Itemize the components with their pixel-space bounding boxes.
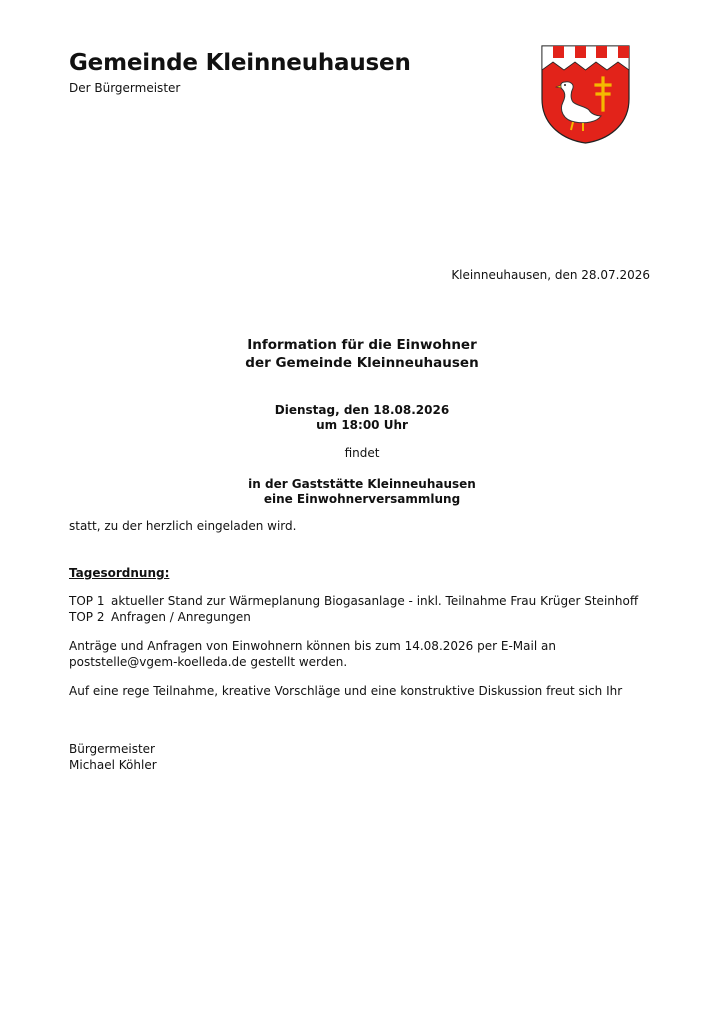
event-type: eine Einwohnerversammlung bbox=[263, 492, 461, 506]
heading-line-1: Information für die Einwohner bbox=[247, 337, 477, 353]
event-verb: findet bbox=[344, 446, 380, 460]
event-date: Dienstag, den 18.08.2026 bbox=[274, 403, 450, 417]
event-location: in der Gaststätte Kleinneuhausen bbox=[248, 477, 476, 491]
requests-note: Anträge und Anfragen von Einwohnern können bis zum 14.08.2026 per E-Mail an poststelle@vgem-koelleda.de gestellt werden. bbox=[69, 639, 556, 669]
closing-note: Auf eine rege Teilnahme, kreative Vorschläge und eine konstruktive Diskussion freut sich Ihr bbox=[69, 684, 623, 698]
signature-name: Michael Köhler bbox=[69, 758, 157, 772]
signature-role: Bürgermeister bbox=[69, 742, 155, 756]
event-time: um 18:00 Uhr bbox=[316, 418, 408, 432]
signature-block bbox=[69, 741, 157, 773]
sender-role: Der Bürgermeister bbox=[69, 81, 181, 95]
event-place bbox=[0, 477, 724, 507]
agenda-item-text: aktueller Stand zur Wärmeplanung Biogasanlage - inkl. Teilnahme Frau Krüger Steinhoff bbox=[111, 594, 639, 608]
document-heading bbox=[0, 336, 724, 372]
invitation-closing: statt, zu der herzlich eingeladen wird. bbox=[69, 519, 297, 533]
agenda-item bbox=[69, 609, 251, 625]
heading-line-2: der Gemeinde Kleinneuhausen bbox=[245, 355, 479, 371]
agenda-item-text: Anfragen / Anregungen bbox=[111, 610, 251, 624]
place-and-date: Kleinneuhausen, den 28.07.2026 bbox=[451, 268, 650, 282]
municipality-title: Gemeinde Kleinneuhausen bbox=[69, 50, 411, 76]
agenda-item bbox=[69, 593, 638, 609]
agenda-item-number: TOP 2 bbox=[69, 610, 105, 624]
agenda-item-number: TOP 1 bbox=[69, 594, 105, 608]
coat-of-arms-goose-icon bbox=[539, 44, 632, 144]
event-datetime bbox=[0, 403, 724, 433]
agenda-title: Tagesordnung: bbox=[69, 566, 170, 580]
